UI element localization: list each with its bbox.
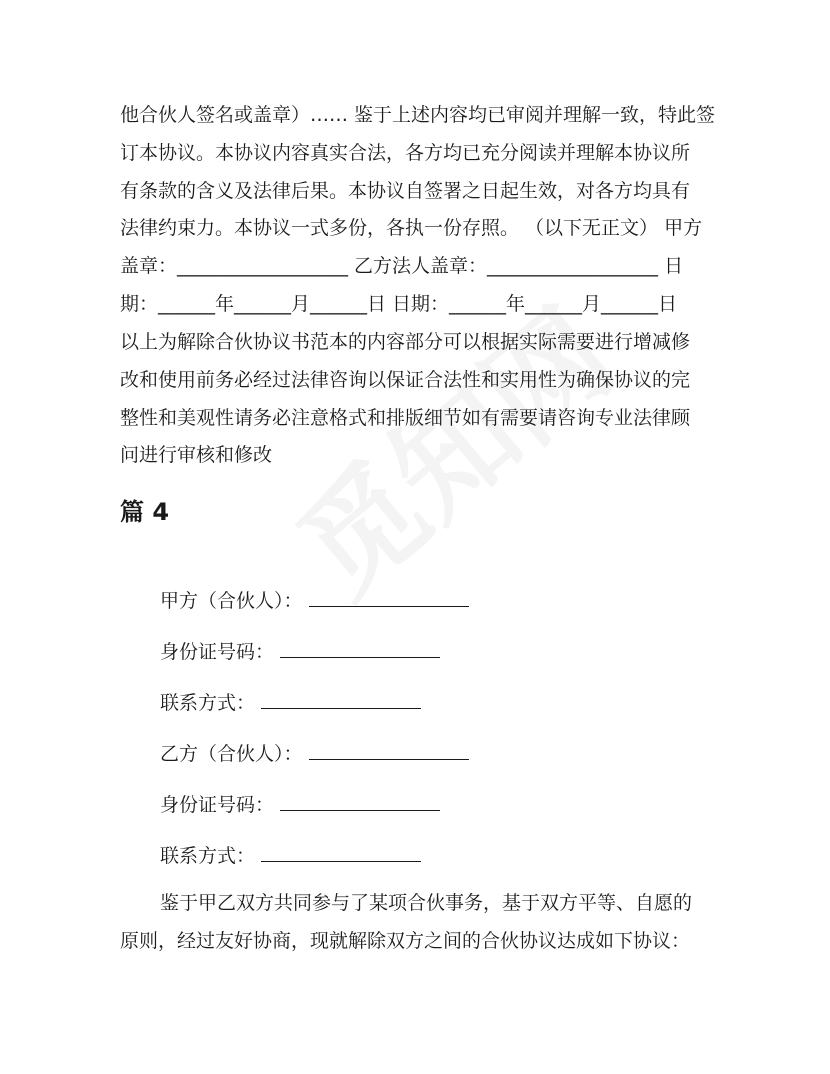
text-line: 整性和美观性请务必注意格式和排版细节如有需要请咨询专业法律顾 (120, 406, 691, 429)
blank-underline (261, 841, 421, 862)
text-line: 问进行审核和修改 (120, 444, 273, 467)
blank-underline (280, 637, 440, 658)
party-b-contact-field (160, 841, 421, 871)
intro-paragraph (120, 97, 720, 324)
party-b-field (160, 739, 469, 769)
closing-paragraph (120, 885, 720, 961)
blank-underline (309, 586, 469, 607)
date-line: 期：______年______月______日 日期：______年______月______日 (120, 292, 678, 315)
blank-underline (280, 790, 440, 811)
field-label: 身份证号码： (160, 794, 275, 816)
blank-underline (309, 739, 469, 760)
text-line: 鉴于甲乙双方共同参与了某项合伙事务，基于双方平等、自愿的 (160, 892, 693, 914)
signature-line: 盖章：__________________ 乙方法人盖章：__________________ 日 (120, 255, 684, 278)
party-b-id-field (160, 790, 440, 820)
field-label: 乙方（合伙人）： (160, 743, 303, 765)
note-paragraph (120, 324, 720, 475)
blank-underline (261, 688, 421, 709)
text-line: 以上为解除合伙协议书范本的内容部分可以根据实际需要进行增减修 (120, 331, 691, 353)
text-line: 改和使用前务必经过法律咨询以保证合法性和实用性为确保协议的完 (120, 368, 691, 391)
field-label: 联系方式： (160, 692, 256, 714)
text-line: 法律约束力。本协议一式多份，各执一份存照。 （以下无正文） 甲方 (120, 217, 703, 240)
party-a-field (160, 586, 469, 616)
text-line: 有条款的含义及法律后果。本协议自签署之日起生效，对各方均具有 (120, 179, 691, 202)
field-label: 联系方式： (160, 845, 256, 867)
text-line: 原则，经过友好协商，现就解除双方之间的合伙协议达成如下协议： (120, 929, 691, 952)
text-line: 订本协议。本协议内容真实合法，各方均已充分阅读并理解本协议所 (120, 141, 691, 164)
field-label: 甲方（合伙人）： (160, 590, 303, 612)
text-line: 他合伙人签名或盖章）…… 鉴于上述内容均已审阅并理解一致，特此签 (120, 104, 716, 126)
field-label: 身份证号码： (160, 641, 275, 663)
party-a-contact-field (160, 688, 421, 718)
section-heading: 篇 4 (120, 498, 170, 526)
party-a-id-field (160, 637, 440, 667)
